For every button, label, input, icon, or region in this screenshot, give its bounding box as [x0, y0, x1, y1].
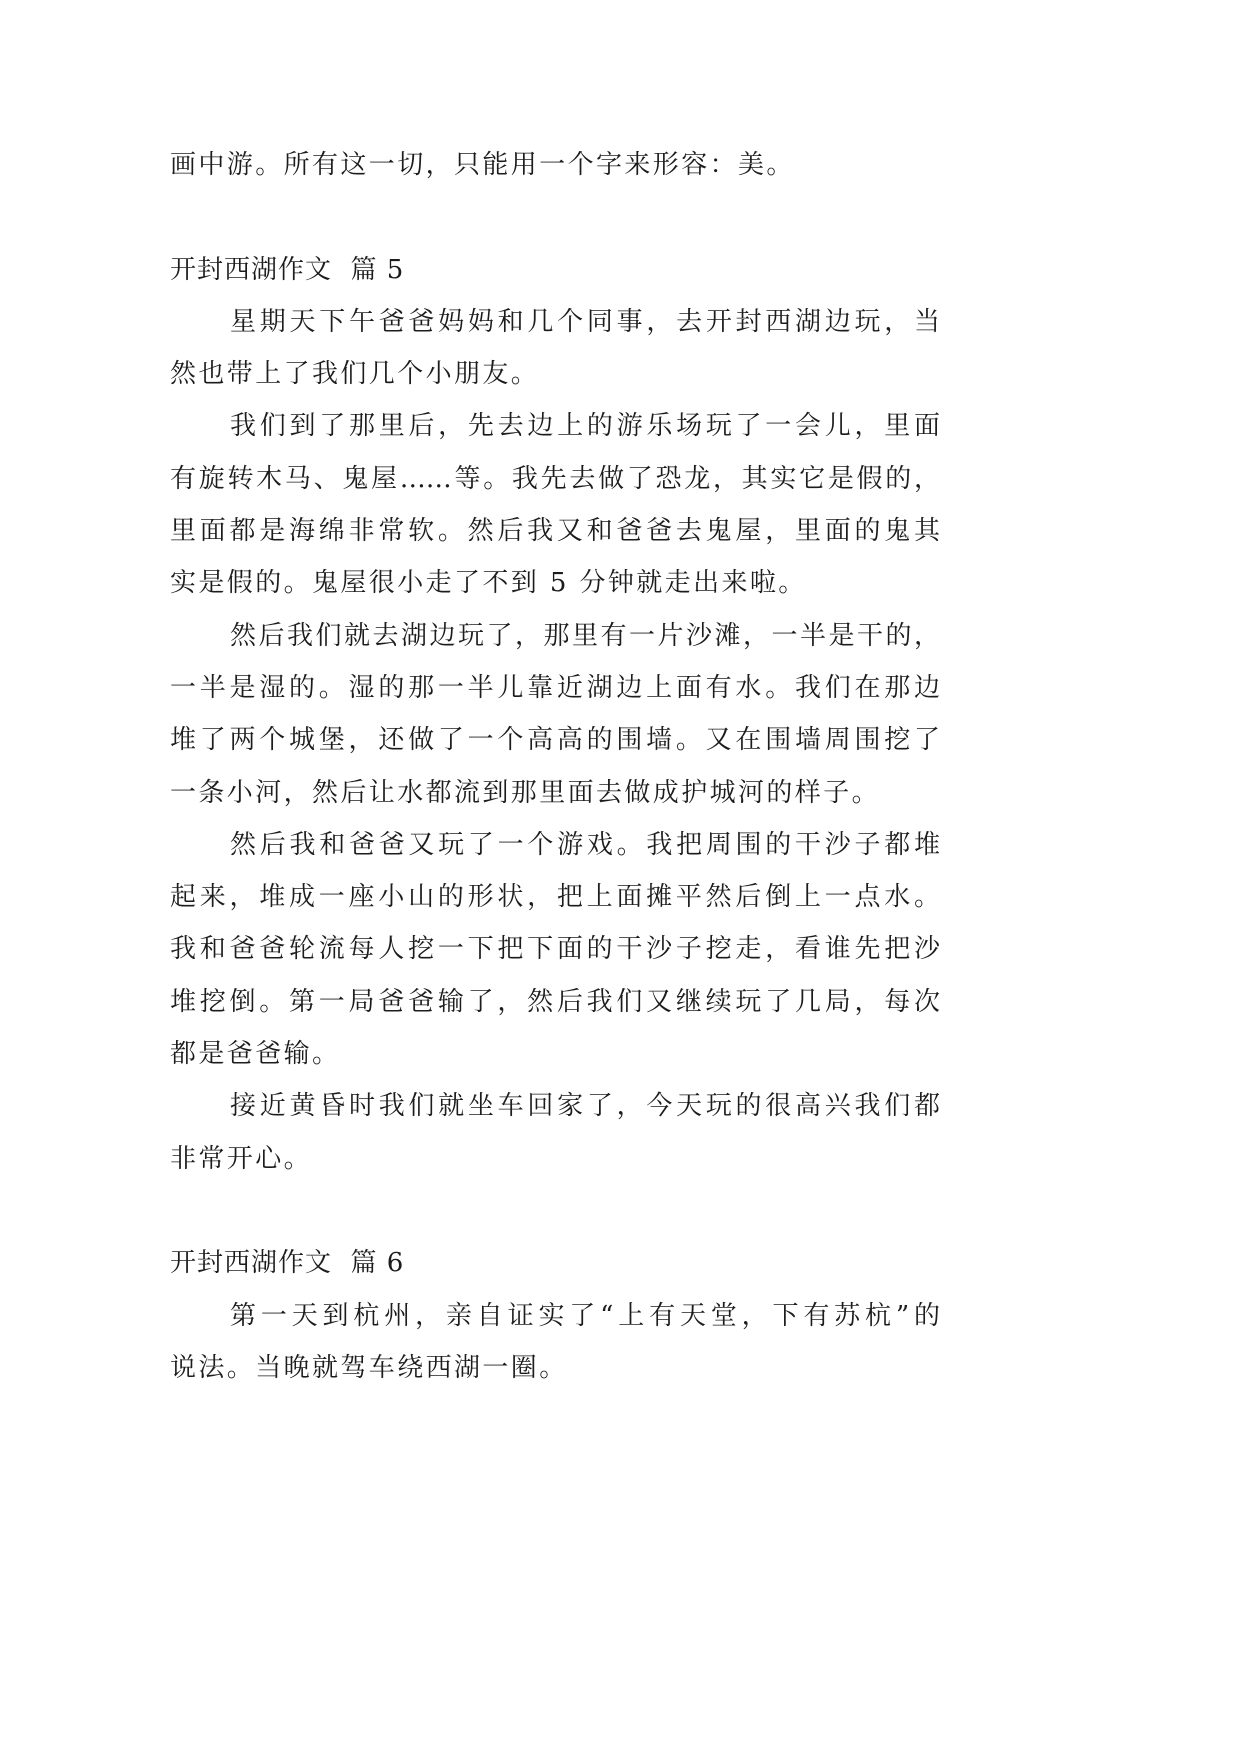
- paragraph: [170, 400, 940, 609]
- document-body: [170, 139, 940, 1394]
- text-line: 都是爸爸输。: [170, 1039, 341, 1070]
- paragraph: [170, 819, 940, 1080]
- text-line: 堆了两个城堡，还做了一个高高的围墙。又在围墙周围挖了: [170, 725, 940, 756]
- text-line: 非常开心。: [170, 1143, 313, 1174]
- text-line: 一条小河，然后让水都流到那里面去做成护城河的样子。: [170, 777, 881, 808]
- paragraph: [170, 1080, 940, 1185]
- text-line: 有旋转木马、鬼屋……等。我先去做了恐龙，其实它是假的，: [170, 463, 940, 494]
- text-line: 说法。当晚就驾车绕西湖一圈。: [170, 1352, 568, 1383]
- text-line: 堆挖倒。第一局爸爸输了，然后我们又继续玩了几局，每次: [170, 986, 940, 1017]
- text-line: 一半是湿的。湿的那一半儿靠近湖边上面有水。我们在那边: [170, 672, 940, 703]
- text-line: 然后我们就去湖边玩了，那里有一片沙滩，一半是干的，: [230, 620, 940, 651]
- intro-paragraph: [170, 139, 940, 191]
- text-line: 星期天下午爸爸妈妈和几个同事，去开封西湖边玩，当: [230, 306, 940, 337]
- text-line: 然也带上了我们几个小朋友。: [170, 359, 540, 390]
- text-line: 接近黄昏时我们就坐车回家了，今天玩的很高兴我们都: [230, 1091, 940, 1122]
- paragraph: [170, 610, 940, 819]
- text-line: 第一天到杭州，亲自证实了“上有天堂，下有苏杭”的: [230, 1300, 940, 1331]
- section-heading: 开封西湖作文 篇 6: [170, 1248, 405, 1279]
- paragraph: [170, 296, 940, 401]
- text-line: 我和爸爸轮流每人挖一下把下面的干沙子挖走，看谁先把沙: [170, 934, 940, 965]
- essay-section-6: [170, 1237, 940, 1394]
- text-line: 然后我和爸爸又玩了一个游戏。我把周围的干沙子都堆: [230, 829, 940, 860]
- text-line: 里面都是海绵非常软。然后我又和爸爸去鬼屋，里面的鬼其: [170, 516, 940, 547]
- text-line: 实是假的。鬼屋很小走了不到 5 分钟就走出来啦。: [170, 568, 807, 599]
- essay-section-5: [170, 244, 940, 1185]
- text-line: 起来，堆成一座小山的形状，把上面摊平然后倒上一点水。: [170, 882, 940, 913]
- text-line: 画中游。所有这一切，只能用一个字来形容：美。: [170, 150, 795, 180]
- section-heading: 开封西湖作文 篇 5: [170, 254, 405, 285]
- paragraph: [170, 1290, 940, 1395]
- text-line: 我们到了那里后，先去边上的游乐场玩了一会儿，里面: [230, 411, 940, 442]
